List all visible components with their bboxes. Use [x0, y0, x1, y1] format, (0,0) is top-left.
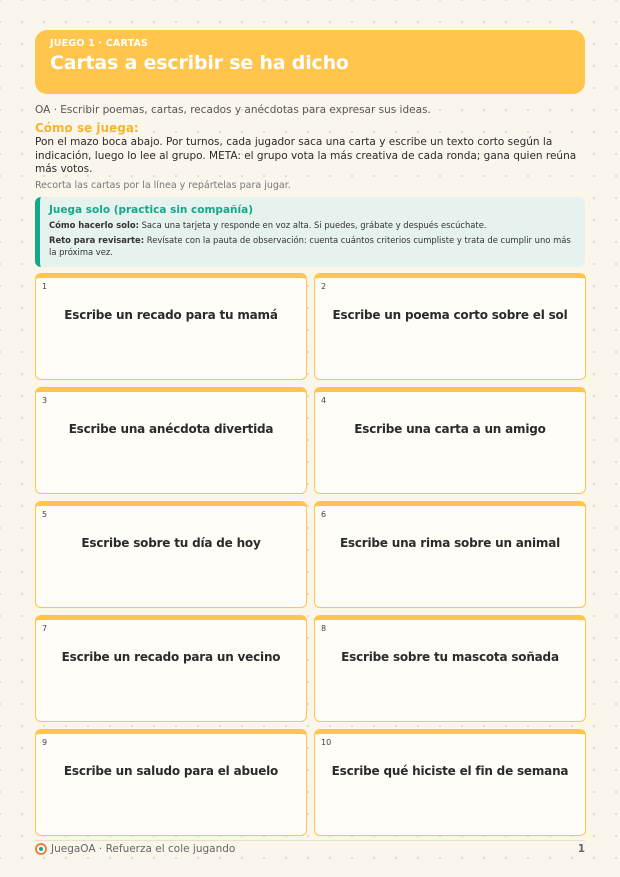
solo-challenge-label: Reto para revisarte: [49, 235, 145, 245]
card-prompt: Escribe una rima sobre un animal [339, 536, 561, 550]
card-prompt: Escribe un saludo para el abuelo [63, 764, 279, 778]
card-prompt: Escribe un recado para tu mamá [64, 308, 278, 322]
card-number: 7 [42, 624, 48, 633]
card-number: 9 [42, 738, 48, 747]
page-title: Cartas a escribir se ha dicho [50, 52, 349, 74]
learning-objective: OA · Escribir poemas, cartas, recados y anécdotas para expresar sus ideas. [35, 104, 431, 116]
card-prompt: Escribe un poema corto sobre el sol [332, 308, 568, 322]
solo-challenge [49, 234, 575, 258]
footer-brand: JuegaOA · Refuerza el cole jugando [51, 843, 236, 855]
card-number: 8 [321, 624, 327, 633]
solo-title: Juega solo (practica sin compañía) [49, 204, 253, 216]
writing-card[interactable] [314, 729, 586, 836]
card-number: 1 [42, 282, 48, 291]
card-prompt: Escribe una anécdota divertida [68, 422, 274, 436]
game-kicker: JUEGO 1 · CARTAS [50, 38, 149, 49]
solo-how-text: Saca una tarjeta y responde en voz alta. Si puedes, grábate y después escúchate. [141, 220, 487, 230]
page-number: 1 [577, 843, 585, 855]
footer-divider [35, 840, 585, 841]
writing-card[interactable] [35, 273, 307, 380]
card-prompt: Escribe un recado para un vecino [61, 650, 281, 664]
cut-note: Recorta las cartas por la línea y repártelas para jugar. [35, 180, 291, 191]
writing-card[interactable] [314, 501, 586, 608]
card-number: 4 [321, 396, 327, 405]
writing-card[interactable] [35, 729, 307, 836]
card-number: 5 [42, 510, 48, 519]
how-to-play-title: Cómo se juega: [35, 121, 139, 135]
writing-card[interactable] [35, 387, 307, 494]
solo-challenge-text: Revísate con la pauta de observación: cuenta cuántos criterios cumpliste y trata de cumplir uno más la próxima vez. [49, 235, 571, 257]
card-prompt: Escribe sobre tu día de hoy [81, 536, 261, 550]
solo-how-label: Cómo hacerlo solo: [49, 220, 139, 230]
card-prompt: Escribe qué hiciste el fin de semana [331, 764, 569, 778]
how-to-play-text: Pon el mazo boca abajo. Por turnos, cada jugador saca una carta y escribe un texto corto según la indicación, luego lo lee al grupo. META: el grupo vota la más creativa de cada ronda; gana quien reúna más votos. [35, 136, 577, 175]
card-prompt: Escribe una carta a un amigo [354, 422, 546, 436]
solo-play-box [35, 197, 585, 267]
writing-card[interactable] [314, 615, 586, 722]
writing-card[interactable] [35, 615, 307, 722]
solo-how [49, 219, 575, 231]
card-number: 10 [321, 738, 332, 747]
juegaoa-logo-icon [35, 843, 47, 855]
card-number: 6 [321, 510, 327, 519]
card-prompt: Escribe sobre tu mascota soñada [341, 650, 559, 664]
card-number: 2 [321, 282, 327, 291]
writing-card[interactable] [35, 501, 307, 608]
card-number: 3 [42, 396, 48, 405]
writing-card[interactable] [314, 387, 586, 494]
page-header [35, 30, 585, 94]
writing-card[interactable] [314, 273, 586, 380]
